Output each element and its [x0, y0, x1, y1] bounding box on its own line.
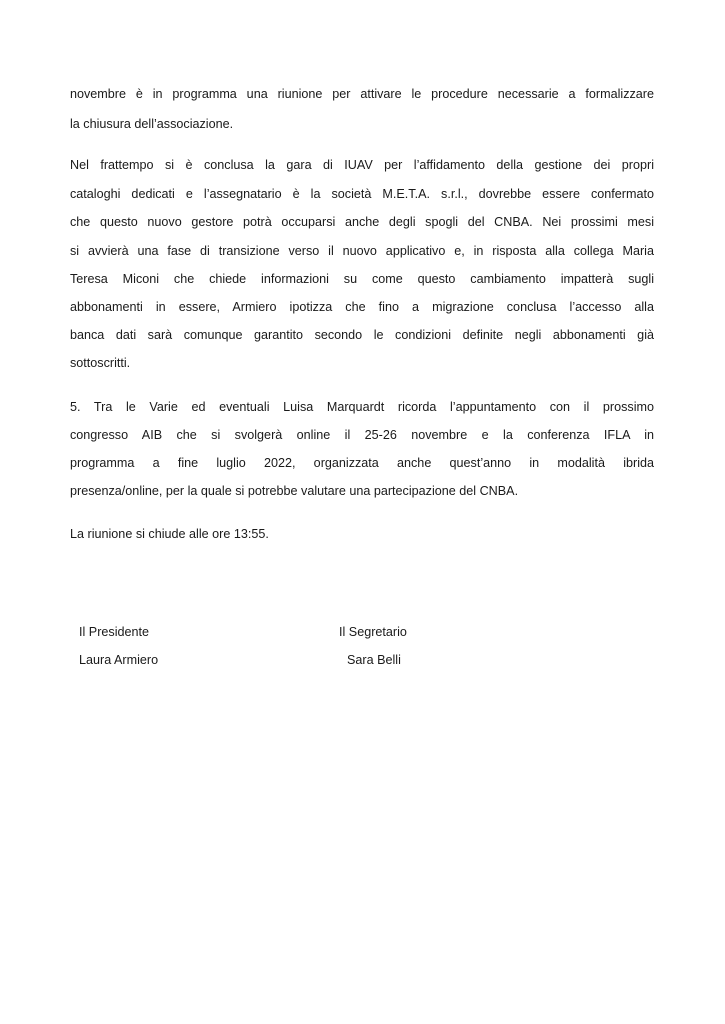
paragraph-line: sottoscritti. — [70, 356, 131, 370]
paragraph-line: novembre è in programma una riunione per attivare le procedure necessarie a formalizzare — [70, 87, 654, 101]
paragraph-line: Teresa Miconi che chiede informazioni su come questo cambiamento impatterà sugli — [70, 272, 654, 286]
president-title: Il Presidente — [79, 625, 150, 639]
paragraph-line: Nel frattempo si è conclusa la gara di IUAV per l’affidamento della gestione dei propri — [70, 158, 654, 172]
paragraph-line: banca dati sarà comunque garantito secondo le condizioni definite negli abbonamenti già — [70, 328, 654, 342]
paragraph-line: cataloghi dedicati e l’assegnatario è la società M.E.T.A. s.r.l., dovrebbe essere confermato — [70, 187, 654, 201]
paragraph-line: abbonamenti in essere, Armiero ipotizza che fino a migrazione conclusa l’accesso alla — [70, 300, 654, 314]
paragraph-line: presenza/online, per la quale si potrebbe valutare una partecipazione del CNBA. — [70, 484, 519, 498]
secretary-name: Sara Belli — [347, 653, 401, 667]
secretary-title: Il Segretario — [339, 625, 407, 639]
paragraph-line: che questo nuovo gestore potrà occuparsi anche degli spogli del CNBA. Nei prossimi mesi — [70, 215, 654, 229]
president-name: Laura Armiero — [79, 653, 159, 667]
closing-line: La riunione si chiude alle ore 13:55. — [70, 527, 269, 541]
paragraph-line: 5. Tra le Varie ed eventuali Luisa Marquardt ricorda l’appuntamento con il prossimo — [70, 400, 654, 414]
paragraph-line: programma a fine luglio 2022, organizzata anche quest’anno in modalità ibrida — [70, 456, 654, 470]
paragraph-line: si avvierà una fase di transizione verso il nuovo applicativo e, in risposta alla collega Maria — [70, 244, 654, 258]
paragraph-line: la chiusura dell’associazione. — [70, 117, 234, 131]
paragraph-line: congresso AIB che si svolgerà online il 25-26 novembre e la conferenza IFLA in — [70, 428, 654, 442]
